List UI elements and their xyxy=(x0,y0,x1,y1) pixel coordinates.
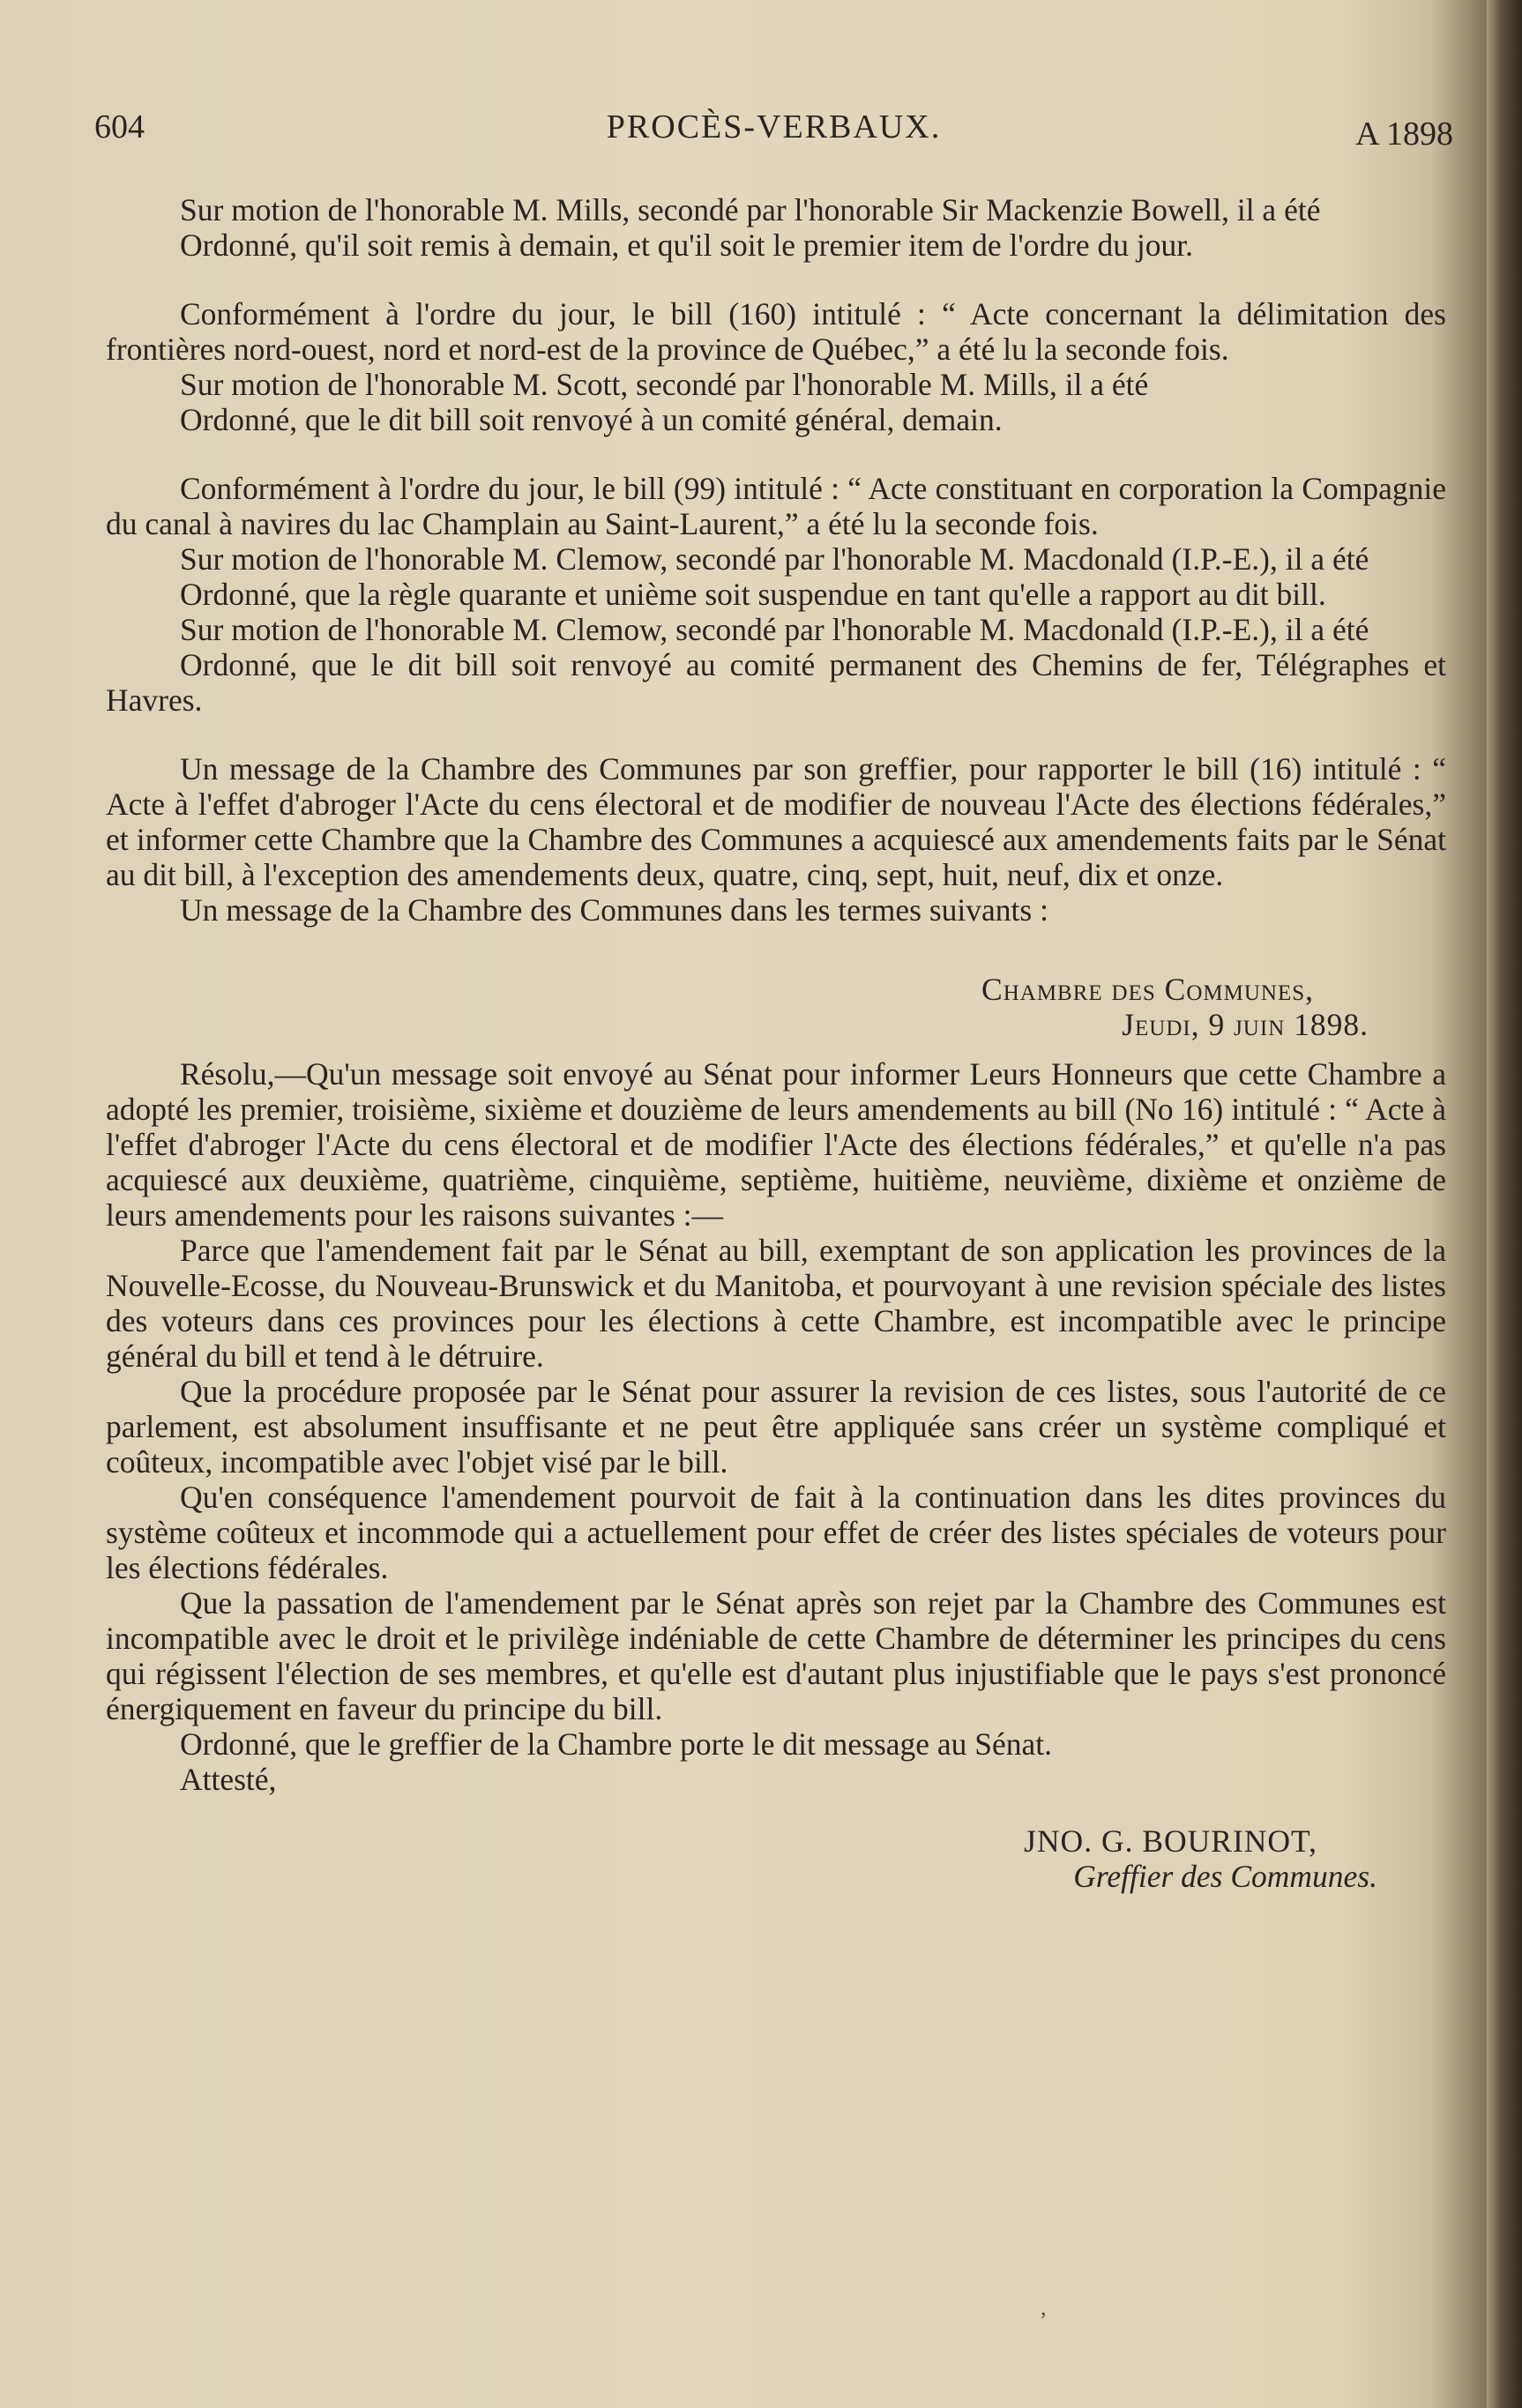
paragraph: Ordonné, qu'il soit remis à demain, et qu'il soit le premier item de l'ordre du jour. xyxy=(180,227,1194,263)
message-paragraph: Résolu,—Qu'un message soit envoyé au Sénat pour informer Leurs Honneurs que cette Chambre a adopté les premier, troisième, sixième et douzième de leurs amendements au bill (No 16) intitulé : “ Acte à l'effet d'abroger l'Acte du cens électoral et de modifier l'Acte des élections fédérales,” et qu'elle n'a pas acquiescé aux deuxième, quatrième, cinquième, septième, huitième, neuvième, dixième et onzième de leurs amendements pour les raisons suivantes :— xyxy=(106,1056,1446,1233)
page-header xyxy=(94,108,1453,152)
paragraph: Un message de la Chambre des Communes dans les termes suivants : xyxy=(180,892,1048,928)
message-paragraph: Que la procédure proposée par le Sénat pour assurer la revision de ces listes, sous l'autorité de ce parlement, est absolument insuffisante et ne peut être appliquée sans créer un système compliqué et coûteux, incompatible avec l'objet visé par le bill. xyxy=(106,1374,1446,1480)
paragraph: Ordonné, que le dit bill soit renvoyé à un comité général, demain. xyxy=(180,402,1003,437)
page-body xyxy=(106,192,1446,1894)
page-number: 604 xyxy=(94,108,145,145)
paragraph: Conformément à l'ordre du jour, le bill (99) intitulé : “ Acte constituant en corporation la Compagnie du canal à navires du lac Champlain au Saint-Laurent,” a été lu la seconde fois. xyxy=(106,471,1446,541)
paragraph: Conformément à l'ordre du jour, le bill (160) intitulé : “ Acte concernant la délimitation des frontières nord-ouest, nord et nord-est de la province de Québec,” a été lu la seconde fois. xyxy=(106,296,1446,367)
message-paragraph: Ordonné, que le greffier de la Chambre porte le dit message au Sénat. xyxy=(180,1726,1053,1762)
paragraph: Sur motion de l'honorable M. Clemow, secondé par l'honorable M. Macdonald (I.P.-E.), il a été xyxy=(180,612,1369,647)
signature-title: Greffier des Communes. xyxy=(1073,1859,1377,1894)
paragraph: Un message de la Chambre des Communes par son greffier, pour rapporter le bill (16) intitulé : “ Acte à l'effet d'abroger l'Acte du cens électoral et de modifier de nouveau l'Acte des élections fédérales,” et informer cette Chambre que la Chambre des Communes a acquiescé aux amendements faits par le Sénat au dit bill, à l'exception des amendements deux, quatre, cinq, sept, huit, neuf, dix et onze. xyxy=(106,751,1446,892)
message-paragraph: Parce que l'amendement fait par le Sénat au bill, exemptant de son application les provinces de la Nouvelle-Ecosse, du Nouveau-Brunswick et du Manitoba, et pourvoyant à une revision spéciale des listes des voteurs dans ces provinces pour les élections à cette Chambre, est incompatible avec le principe général du bill et tend à le détruire. xyxy=(106,1233,1446,1374)
message-date: Jeudi, 9 juin 1898. xyxy=(1122,1007,1369,1042)
paragraph: Sur motion de l'honorable M. Scott, secondé par l'honorable M. Mills, il a été xyxy=(180,367,1149,402)
paragraph: Sur motion de l'honorable M. Clemow, secondé par l'honorable M. Macdonald (I.P.-E.), il a été xyxy=(180,541,1369,577)
page-title: PROCÈS-VERBAUX. xyxy=(606,108,942,145)
paragraph: Ordonné, que la règle quarante et unième soit suspendue en tant qu'elle a rapport au dit bill. xyxy=(180,577,1326,612)
signature: JNO. G. BOURINOT, xyxy=(1024,1823,1317,1859)
message-paragraph: Qu'en conséquence l'amendement pourvoit de fait à la continuation dans les dites provinces du système coûteux et incommode qui a actuellement pour effet de créer des listes spéciales de voteurs pour les élections fédérales. xyxy=(106,1480,1446,1585)
message-paragraph: Que la passation de l'amendement par le Sénat après son rejet par la Chambre des Communes est incompatible avec le droit et le privilège indéniable de cette Chambre de déterminer les principes du cens qui régissent l'élection de ses membres, et qu'elle est d'autant plus injustifiable que le pays s'est prononcé énergiquement en faveur du principe du bill. xyxy=(106,1585,1446,1726)
message-house: Chambre des Communes, xyxy=(981,972,1314,1007)
session-year: A 1898 xyxy=(1355,116,1453,153)
message-paragraph: Attesté, xyxy=(180,1762,277,1797)
paragraph: Sur motion de l'honorable M. Mills, secondé par l'honorable Sir Mackenzie Bowell, il a été xyxy=(180,192,1321,227)
ink-mark: , xyxy=(1041,2294,1047,2320)
paragraph: Ordonné, que le dit bill soit renvoyé au comité permanent des Chemins de fer, Télégraphes et Havres. xyxy=(106,647,1446,718)
book-spine-shadow xyxy=(1487,0,1522,2408)
